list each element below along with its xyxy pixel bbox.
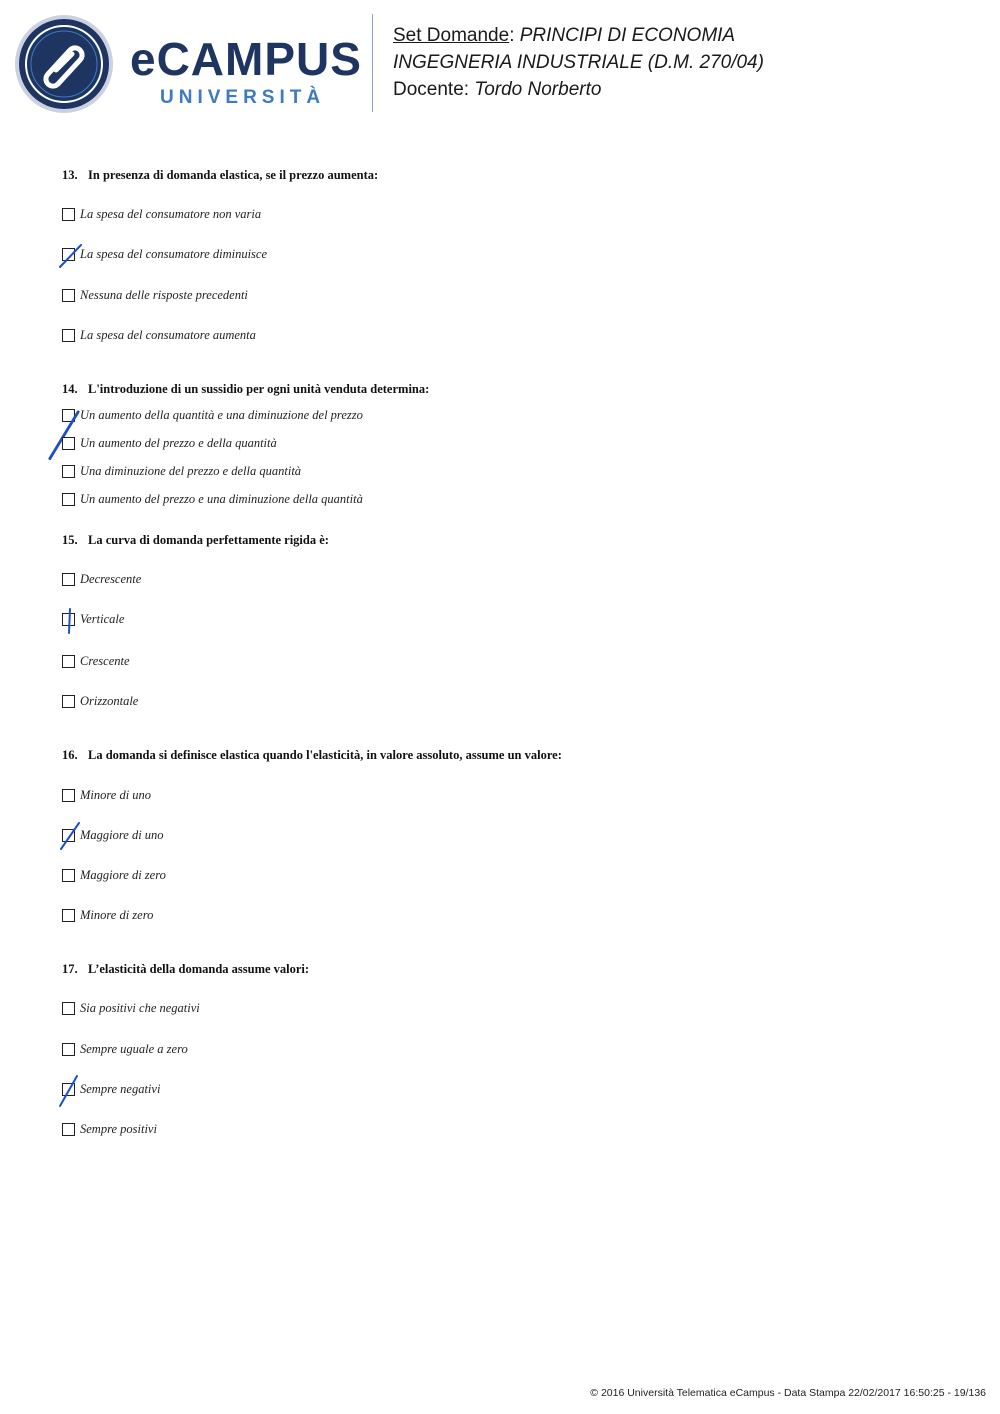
answer-option[interactable] bbox=[62, 491, 363, 507]
checkbox-checked[interactable] bbox=[62, 1083, 75, 1096]
answer-option[interactable] bbox=[62, 653, 130, 669]
option-label: Decrescente bbox=[80, 571, 142, 586]
option-label: Orizzontale bbox=[80, 693, 139, 708]
checkbox[interactable] bbox=[62, 208, 75, 221]
set-title: PRINCIPI DI ECONOMIA bbox=[519, 25, 736, 46]
checkbox-checked[interactable] bbox=[62, 248, 75, 261]
question-title bbox=[62, 748, 562, 763]
answer-option[interactable] bbox=[62, 867, 166, 883]
teacher-line: Docente: Tordo Norberto bbox=[393, 79, 602, 100]
option-label: Maggiore di uno bbox=[80, 827, 164, 842]
option-label: Crescente bbox=[80, 653, 130, 668]
answer-option[interactable] bbox=[62, 1121, 157, 1137]
checkbox[interactable] bbox=[62, 1123, 75, 1136]
answer-option[interactable] bbox=[62, 327, 256, 343]
answer-option[interactable] bbox=[62, 693, 138, 709]
answer-option[interactable] bbox=[62, 787, 151, 803]
question-number: 14. bbox=[62, 382, 78, 396]
checkbox[interactable] bbox=[62, 655, 75, 668]
question-text: In presenza di domanda elastica, se il prezzo aumenta: bbox=[88, 168, 379, 182]
page-header bbox=[0, 0, 1000, 130]
question-title bbox=[62, 382, 429, 397]
checkbox[interactable] bbox=[62, 465, 75, 478]
answer-option[interactable] bbox=[62, 463, 301, 479]
teacher-name: Tordo Norberto bbox=[474, 79, 602, 100]
option-label: Un aumento della quantità e una diminuzione del prezzo bbox=[80, 407, 363, 422]
answer-option[interactable] bbox=[62, 907, 153, 923]
set-title-line2 bbox=[393, 49, 764, 76]
question-text: L'introduzione di un sussidio per ogni unità venduta determina: bbox=[88, 382, 430, 396]
university-seal-logo bbox=[14, 14, 114, 114]
answer-option[interactable] bbox=[62, 206, 261, 222]
checkbox-checked[interactable] bbox=[62, 409, 75, 422]
checkbox[interactable] bbox=[62, 289, 75, 302]
option-label: La spesa del consumatore aumenta bbox=[80, 327, 256, 342]
checkbox[interactable] bbox=[62, 909, 75, 922]
answer-option[interactable] bbox=[62, 611, 124, 627]
question-number: 15. bbox=[62, 533, 78, 547]
question-number: 16. bbox=[62, 748, 78, 762]
logo-subtitle: UNIVERSITÀ bbox=[160, 87, 326, 108]
option-label: Sempre uguale a zero bbox=[80, 1041, 188, 1056]
answer-option[interactable] bbox=[62, 246, 267, 262]
checkbox[interactable] bbox=[62, 329, 75, 342]
logo-wordmark: eCAMPUS bbox=[130, 33, 362, 85]
set-label: Set Domande bbox=[393, 25, 510, 46]
question-title bbox=[62, 168, 378, 183]
teacher-label: Docente bbox=[393, 79, 464, 100]
header-info bbox=[393, 22, 764, 103]
option-label: Un aumento del prezzo e della quantità bbox=[80, 435, 277, 450]
set-title-cont: INGEGNERIA INDUSTRIALE (D.M. 270/04) bbox=[393, 52, 764, 73]
question-number: 13. bbox=[62, 168, 78, 182]
question-text: La domanda si definisce elastica quando l'elasticità, in valore assoluto, assume un valore: bbox=[88, 748, 562, 762]
checkbox[interactable] bbox=[62, 695, 75, 708]
answer-option[interactable] bbox=[62, 1081, 160, 1097]
question-title bbox=[62, 962, 309, 977]
question-text: La curva di domanda perfettamente rigida è: bbox=[88, 533, 329, 547]
option-label: Verticale bbox=[80, 611, 125, 626]
set-title-line1: Set Domande: PRINCIPI DI ECONOMIA bbox=[393, 25, 736, 46]
checkbox-checked[interactable] bbox=[62, 613, 75, 626]
option-label: Sempre negativi bbox=[80, 1081, 161, 1096]
option-label: Minore di uno bbox=[80, 787, 152, 802]
checkbox[interactable] bbox=[62, 1002, 75, 1015]
page-footer: © 2016 Università Telematica eCampus - Data Stampa 22/02/2017 16:50:25 - 19/136 bbox=[590, 1387, 986, 1399]
option-label: La spesa del consumatore diminuisce bbox=[80, 246, 268, 261]
answer-option[interactable] bbox=[62, 435, 277, 451]
question-number: 17. bbox=[62, 962, 78, 976]
question-text: L’elasticità della domanda assume valori: bbox=[88, 962, 310, 976]
checkbox[interactable] bbox=[62, 869, 75, 882]
question-title bbox=[62, 533, 329, 548]
checkbox[interactable] bbox=[62, 789, 75, 802]
option-label: Minore di zero bbox=[80, 907, 154, 922]
answer-option[interactable] bbox=[62, 407, 363, 423]
option-label: Una diminuzione del prezzo e della quantità bbox=[80, 463, 302, 478]
answer-option[interactable] bbox=[62, 571, 141, 587]
checkbox[interactable] bbox=[62, 493, 75, 506]
checkbox[interactable] bbox=[62, 573, 75, 586]
option-label: Sempre positivi bbox=[80, 1121, 157, 1136]
option-label: Un aumento del prezzo e una diminuzione della quantità bbox=[80, 491, 363, 506]
header-divider bbox=[372, 14, 373, 112]
checkbox-checked[interactable] bbox=[62, 829, 75, 842]
option-label: Maggiore di zero bbox=[80, 867, 166, 882]
answer-option[interactable] bbox=[62, 1041, 188, 1057]
answer-option[interactable] bbox=[62, 827, 164, 843]
option-label: Nessuna delle risposte precedenti bbox=[80, 287, 248, 302]
checkbox[interactable] bbox=[62, 437, 75, 450]
option-label: Sia positivi che negativi bbox=[80, 1000, 200, 1015]
answer-option[interactable] bbox=[62, 287, 248, 303]
answer-option[interactable] bbox=[62, 1000, 200, 1016]
checkbox[interactable] bbox=[62, 1043, 75, 1056]
option-label: La spesa del consumatore non varia bbox=[80, 206, 262, 221]
